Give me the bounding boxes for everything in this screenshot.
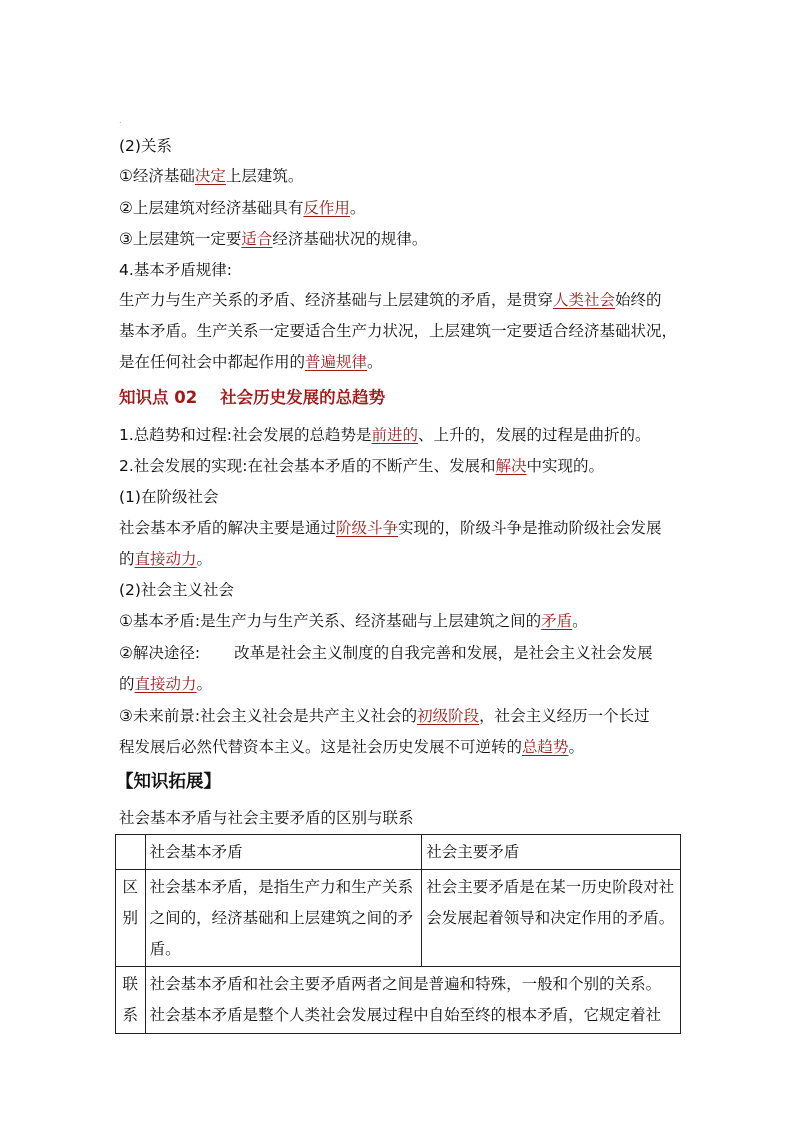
answer-blank: 直接动力 xyxy=(134,550,197,568)
relation-item-1: ①经济基础决定上层建筑。 xyxy=(119,167,304,185)
answer-blank: 直接动力 xyxy=(134,675,197,693)
top-mark: . xyxy=(119,116,122,125)
knowledge-extension-heading: 【知识拓展】 xyxy=(116,772,221,792)
relation-item-3: ③上层建筑一定要适合经济基础状况的规律。 xyxy=(119,230,428,248)
basic-law-line-3: 是在任何社会中都起作用的普遍规律。 xyxy=(119,353,383,371)
table-header-row xyxy=(116,835,681,870)
table-row-difference xyxy=(116,870,681,967)
answer-blank: 人类社会 xyxy=(553,291,616,309)
table-corner-cell xyxy=(116,835,146,870)
socialist-item-3: ③未来前景:社会主义社会是共产主义社会的初级阶段，社会主义经历一个长过 xyxy=(119,707,650,725)
cell-link-content xyxy=(145,967,680,1034)
socialist-society-heading: (2)社会主义社会 xyxy=(119,581,234,599)
basic-law-line-2: 基本矛盾。生产关系一定要适合生产力状况，上层建筑一定要适合经济基础状况， xyxy=(119,322,678,340)
answer-blank: 反作用 xyxy=(303,199,350,217)
answer-blank: 总趋势 xyxy=(522,738,569,756)
table-row-link xyxy=(116,967,681,1034)
knowledge-point-title: 知识点 02 社会历史发展的总趋势 xyxy=(119,388,386,407)
table-header-basic: 社会基本矛盾 xyxy=(145,835,422,870)
socialist-item-2-cont: 的直接动力。 xyxy=(119,675,213,693)
socialist-item-1: ①基本矛盾:是生产力与生产关系、经济基础与上层建筑之间的矛盾。 xyxy=(119,612,588,630)
relation-item-2: ②上层建筑对经济基础具有反作用。 xyxy=(119,199,366,217)
answer-blank: 阶级斗争 xyxy=(336,519,399,537)
socialist-item-2: ②解决途径: 改革是社会主义制度的自我完善和发展，是社会主义社会发展 xyxy=(119,644,653,662)
answer-blank: 前进的 xyxy=(371,426,419,444)
basic-law-heading: 4.基本矛盾规律: xyxy=(119,261,233,279)
row-label-link: 联系 xyxy=(116,967,146,1034)
answer-blank: 普遍规律 xyxy=(305,353,368,371)
class-society-heading: (1)在阶级社会 xyxy=(119,488,219,506)
comparison-table xyxy=(115,834,681,1034)
answer-blank: 矛盾 xyxy=(541,612,573,630)
cell-basic-contradiction: 社会基本矛盾，是指生产力和生产关系之间的，经济基础和上层建筑之间的矛盾。 xyxy=(145,870,422,967)
row-label-difference: 区别 xyxy=(116,870,146,967)
link-line-2: 社会基本矛盾是整个人类社会发展过程中自始至终的根本矛盾，它规定着社 xyxy=(149,1006,662,1024)
answer-blank: 适合 xyxy=(241,230,273,248)
section-relation-heading: (2)关系 xyxy=(119,137,172,155)
socialist-item-3-cont: 程发展后必然代替资本主义。这是社会历史发展不可逆转的总趋势。 xyxy=(119,738,585,756)
table-caption: 社会基本矛盾与社会主要矛盾的区别与联系 xyxy=(119,809,414,827)
basic-law-line-1: 生产力与生产关系的矛盾、经济基础与上层建筑的矛盾，是贯穿人类社会始终的 xyxy=(119,291,662,309)
answer-blank: 决定 xyxy=(194,167,226,185)
answer-blank: 解决 xyxy=(495,457,527,475)
cell-main-contradiction: 社会主要矛盾是在某一历史阶段对社会发展起着领导和决定作用的矛盾。 xyxy=(422,870,681,967)
trend-paragraph: 1.总趋势和过程:社会发展的总趋势是前进的、上升的，发展的过程是曲折的。 xyxy=(119,426,651,444)
link-line-1: 社会基本矛盾和社会主要矛盾两者之间是普遍和特殊，一般和个别的关系。 xyxy=(149,975,662,993)
realization-paragraph: 2.社会发展的实现:在社会基本矛盾的不断产生、发展和解决中实现的。 xyxy=(119,457,605,475)
answer-blank: 初级阶段 xyxy=(417,707,480,725)
table-header-main: 社会主要矛盾 xyxy=(422,835,681,870)
class-society-line-2: 的直接动力。 xyxy=(119,550,213,568)
class-society-line-1: 社会基本矛盾的解决主要是通过阶级斗争实现的，阶级斗争是推动阶级社会发展 xyxy=(119,519,662,537)
